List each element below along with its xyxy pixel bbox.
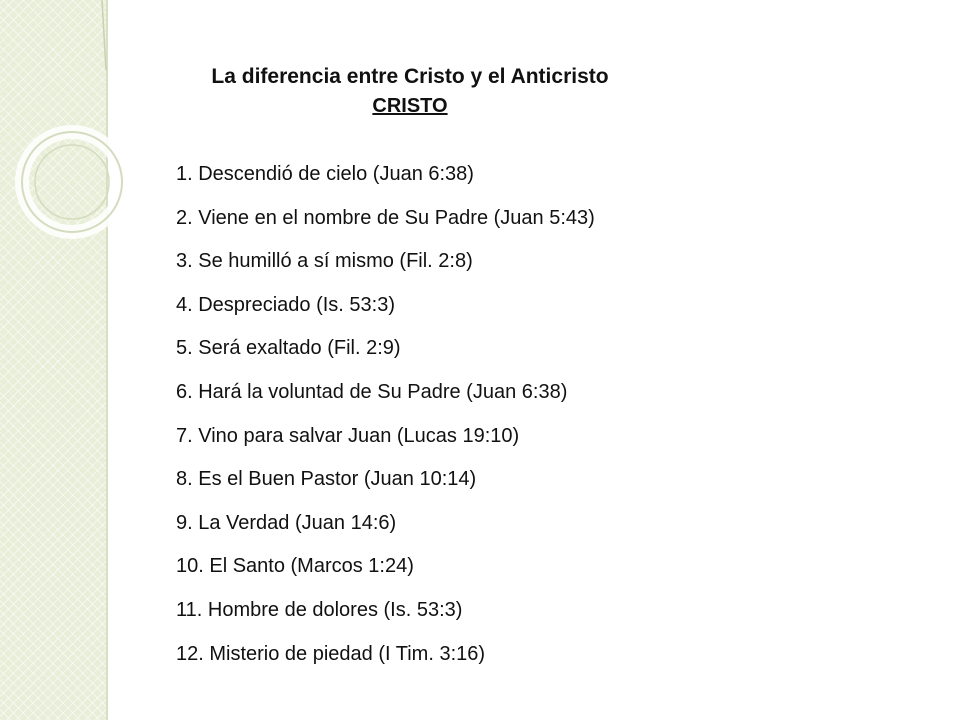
outer-ring-line [22, 132, 122, 232]
list-item: 2. Viene en el nombre de Su Padre (Juan 5:43) [176, 206, 595, 229]
list-item: 11. Hombre de dolores (Is. 53:3) [176, 598, 463, 621]
list-item: 10. El Santo (Marcos 1:24) [176, 555, 414, 578]
list-item: 1. Descendió de cielo (Juan 6:38) [176, 163, 474, 185]
inner-ring-line [35, 145, 109, 219]
decorative-rings [0, 0, 140, 300]
list-item: 9. La Verdad (Juan 14:6) [176, 511, 397, 534]
list-item: 4. Despreciado (Is. 53:3) [176, 293, 395, 316]
list-item: 5. Será exaltado (Fil. 2:9) [176, 337, 401, 360]
slide-subtitle: CRISTO [372, 95, 448, 117]
list-item: 6. Hará la voluntad de Su Padre (Juan 6:38) [176, 380, 568, 403]
list-item: 7. Vino para salvar Juan (Lucas 19:10) [176, 424, 520, 447]
list-item: 3. Se humilló a sí mismo (Fil. 2:8) [176, 250, 473, 273]
slide-title: La diferencia entre Cristo y el Anticristo [211, 65, 609, 88]
list-item: 8. Es el Buen Pastor (Juan 10:14) [176, 468, 477, 491]
comparison-list [176, 155, 595, 678]
decorative-stroke [102, 0, 106, 70]
list-item: 12. Misterio de piedad (I Tim. 3:16) [176, 642, 486, 665]
